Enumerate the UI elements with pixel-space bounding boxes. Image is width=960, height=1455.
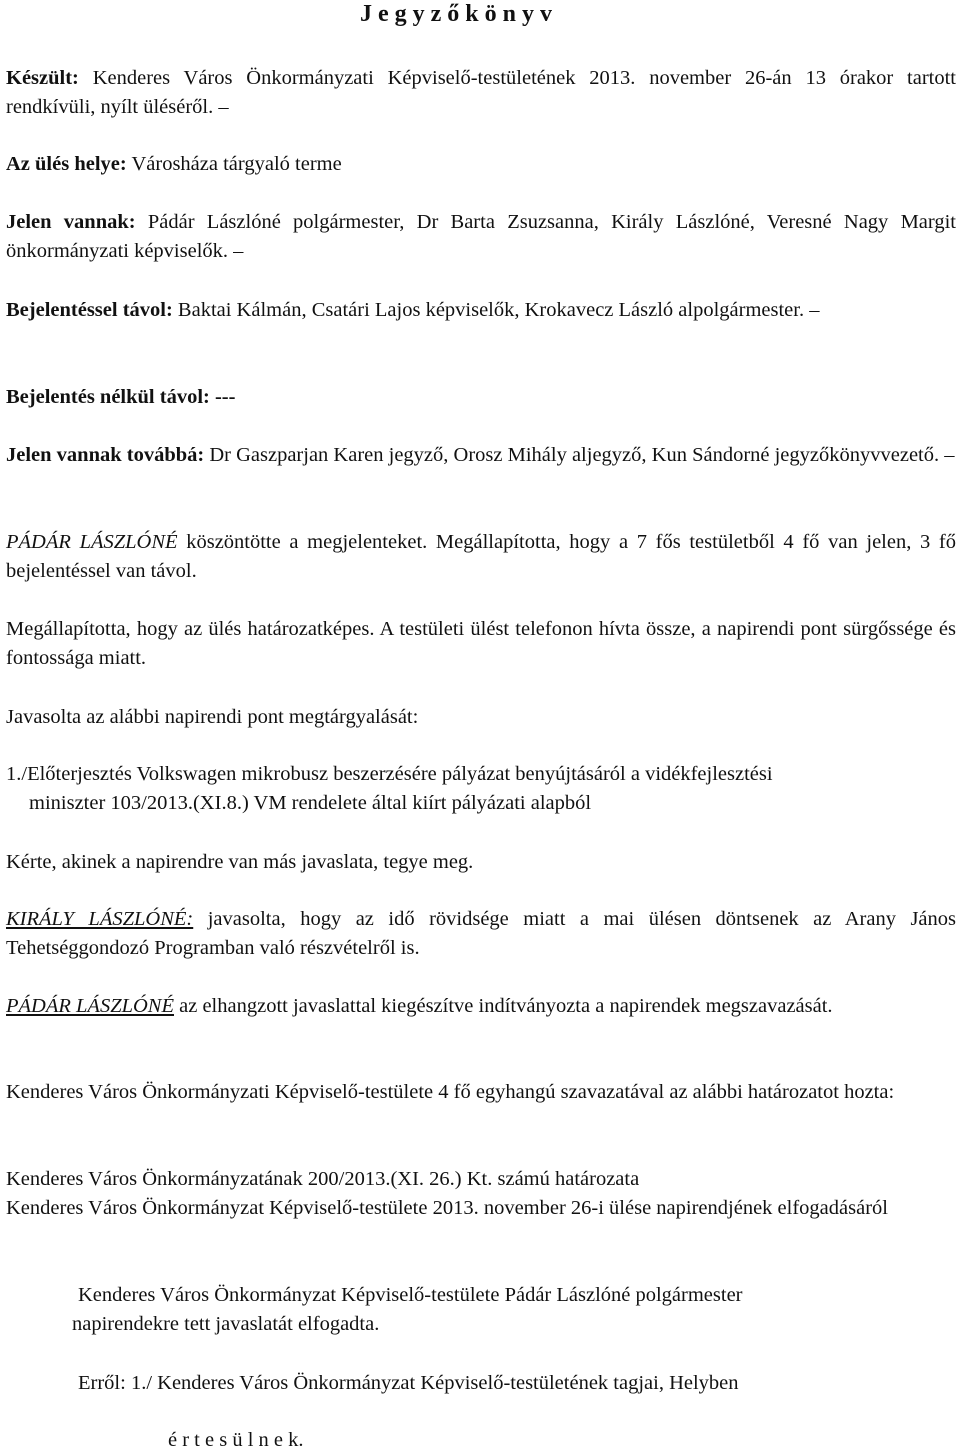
- location-paragraph: [6, 150, 956, 179]
- absent-no-notice-label: Bejelentés nélkül távol: ---: [6, 386, 236, 408]
- agenda-item-line2: miniszter 103/2013.(XI.8.) VM rendelete által kiírt pályázati alapból: [29, 792, 592, 814]
- agenda-item-line1: 1./Előterjesztés Volkswagen mikrobusz beszerzésére pályázat benyújtásáról a vidékfejlesztési: [6, 763, 773, 785]
- notified-paragraph: [168, 1426, 468, 1455]
- absent-no-notice-paragraph: [6, 383, 956, 412]
- resolution-subject: Kenderes Város Önkormányzat Képviselő-testülete 2013. november 26-i ülése napirendjének elfogadásáról: [6, 1197, 888, 1219]
- kiraly-paragraph: [6, 905, 956, 963]
- vote-result-text: Kenderes Város Önkormányzati Képviselő-testülete 4 fő egyhangú szavazatával az alábbi határozatot hozta:: [6, 1081, 895, 1103]
- agenda-item: [6, 760, 956, 818]
- notify-text: Erről: 1./ Kenderes Város Önkormányzat Képviselő-testületének tagjai, Helyben: [78, 1372, 739, 1394]
- also-present-paragraph: [6, 441, 956, 470]
- quorum-text: Megállapította, hogy az ülés határozatképes. A testületi ülést telefonon hívta össze, a napirendi pont sürgőssége és fontossága miatt.: [6, 618, 956, 669]
- padar-vote-text: az elhangzott javaslattal kiegészítve indítványozta a napirendek megszavazását.: [179, 995, 833, 1017]
- padar-vote-speaker: PÁDÁR LÁSZLÓNÉ: [6, 995, 174, 1017]
- made-text: Kenderes Város Önkormányzati Képviselő-testületének 2013. november 26-án 13 órakor tartott rendkívüli, nyílt üléséről. –: [6, 67, 957, 118]
- location-label: Az ülés helye:: [6, 153, 127, 175]
- also-present-text: Dr Gaszparjan Karen jegyző, Orosz Mihály aljegyző, Kun Sándorné jegyzőkönyvvezető. –: [209, 444, 955, 466]
- greeting-paragraph: [6, 528, 956, 586]
- vote-result-paragraph: [6, 1078, 956, 1107]
- proposal-intro-text: Javasolta az alábbi napirendi pont megtárgyalását:: [6, 706, 419, 728]
- resolution-number: Kenderes Város Önkormányzatának 200/2013.(XI. 26.) Kt. számú határozata: [6, 1168, 640, 1190]
- document-title: J e g y z ő k ö n y v: [360, 1, 552, 27]
- resolution-body-line2: napirendekre tett javaslatát elfogadta.: [72, 1313, 380, 1335]
- present-paragraph: [6, 208, 956, 266]
- quorum-paragraph: [6, 615, 956, 673]
- kiraly-text: javasolta, hogy az idő rövidsége miatt a mai ülésen döntsenek az Arany János Tehetséggondozó Programban való részvételről is.: [6, 908, 957, 959]
- made-label: Készült:: [6, 67, 79, 89]
- resolution-header: [6, 1165, 956, 1223]
- resolution-body-line1: Kenderes Város Önkormányzat Képviselő-testülete Pádár Lászlóné polgármester: [78, 1284, 743, 1306]
- request-text: Kérte, akinek a napirendre van más javaslata, tegye meg.: [6, 851, 474, 873]
- also-present-label: Jelen vannak továbbá:: [6, 444, 205, 466]
- made-paragraph: [6, 64, 956, 122]
- kiraly-speaker: KIRÁLY LÁSZLÓNÉ:: [6, 908, 194, 930]
- location-text: Városháza tárgyaló terme: [131, 153, 342, 175]
- greeting-text: köszöntötte a megjelenteket. Megállapította, hogy a 7 fős testületből 4 fő van jelen, 3 fő bejelentéssel van távol.: [6, 531, 957, 582]
- present-label: Jelen vannak:: [6, 211, 136, 233]
- absent-notice-text: Baktai Kálmán, Csatári Lajos képviselők, Krokavecz László alpolgármester. –: [177, 299, 820, 321]
- padar-vote-paragraph: [6, 992, 956, 1021]
- greeting-speaker: PÁDÁR LÁSZLÓNÉ: [6, 531, 178, 553]
- notified-text: é r t e s ü l n e k.: [168, 1429, 304, 1451]
- resolution-body: [72, 1281, 942, 1339]
- notify-paragraph: [78, 1369, 948, 1398]
- request-paragraph: [6, 848, 956, 877]
- present-text: Pádár Lászlóné polgármester, Dr Barta Zsuzsanna, Király Lászlóné, Veresné Nagy Margit önkormányzati képviselők. –: [6, 211, 956, 262]
- absent-notice-label: Bejelentéssel távol:: [6, 299, 173, 321]
- proposal-intro-paragraph: [6, 703, 956, 732]
- absent-notice-paragraph: [6, 296, 956, 325]
